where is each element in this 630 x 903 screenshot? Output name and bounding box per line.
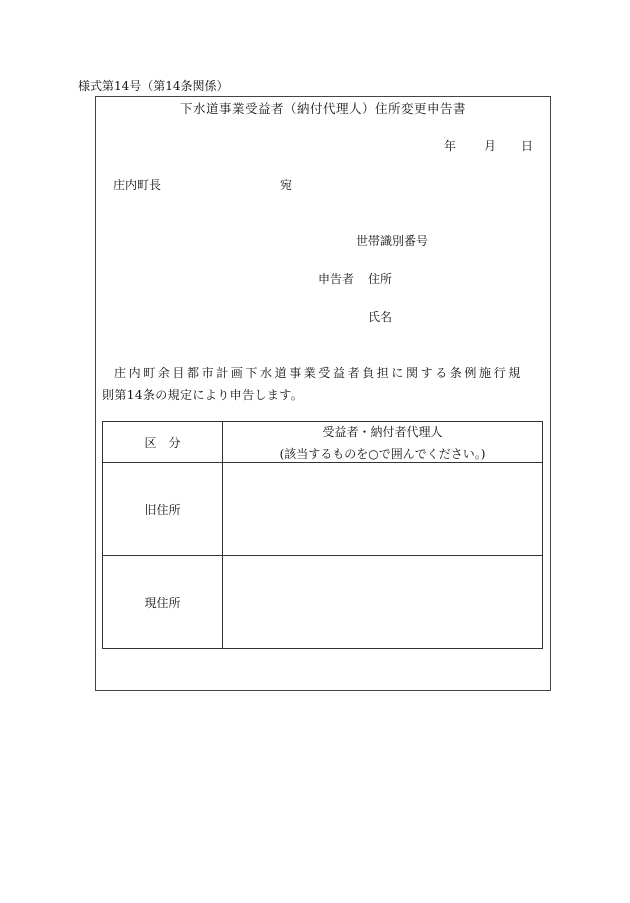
beneficiary-header [223,422,543,463]
date-month-label: 月 [484,139,497,153]
date-day-label: 日 [521,139,534,153]
current-address-field[interactable] [223,556,543,649]
address-change-table [102,421,543,649]
old-address-label: 旧住所 [103,463,223,556]
addressee-suffix: 宛 [280,178,293,192]
addressee-name: 庄内町長 [113,178,162,192]
household-id-label: 世帯識別番号 [356,234,429,248]
beneficiary-header-main: 受益者・納付者代理人 [322,424,443,439]
page-title: 下水道事業受益者（納付代理人）住所変更申告書 [179,101,466,116]
applicant-role-label: 申告者 [318,272,355,286]
address-label: 住所 [368,272,393,286]
table-row [103,556,543,649]
table-header-row [103,422,543,463]
form-number: 様式第14号（第14条関係） [78,79,229,93]
beneficiary-header-note: (該当するものを○で囲んでください。) [279,446,486,461]
declaration-line-1: 庄内町余目都市計画下水道事業受益者負担に関する条例施行規 [114,366,523,380]
category-header: 区 分 [103,422,223,463]
name-label: 氏名 [368,310,393,324]
table-row [103,463,543,556]
declaration-text [102,362,544,406]
old-address-field[interactable] [223,463,543,556]
date-year-label: 年 [444,139,457,153]
declaration-line-2: 則第14条の規定により申告します。 [102,388,304,402]
current-address-label: 現住所 [103,556,223,649]
